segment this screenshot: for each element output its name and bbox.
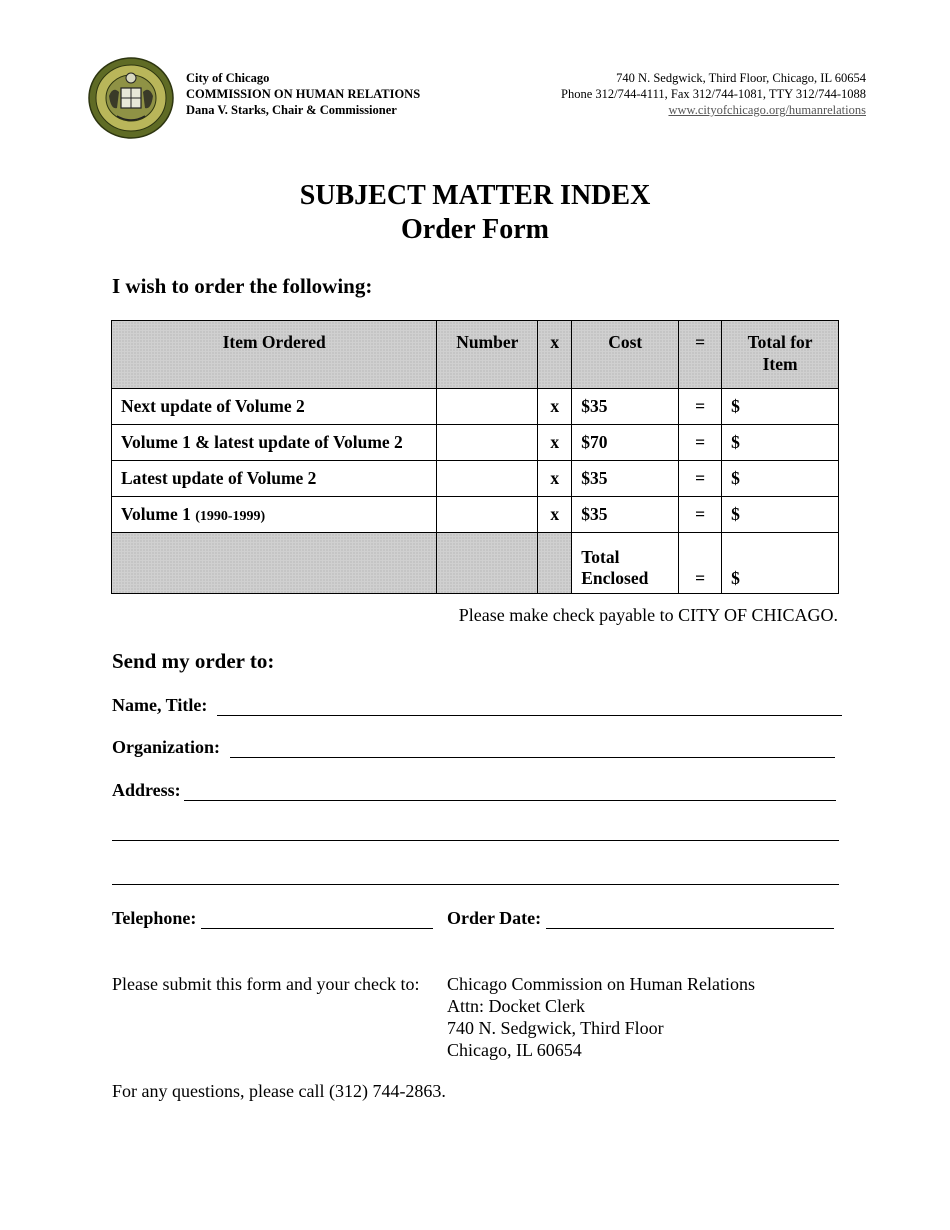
order-date-input[interactable] (546, 910, 834, 929)
table-row (112, 389, 839, 425)
organization-label: Organization: (112, 737, 220, 757)
org-commission: COMMISSION ON HUMAN RELATIONS (186, 87, 421, 101)
org-chair: Dana V. Starks, Chair & Commissioner (186, 103, 397, 117)
header-item-ordered: Item Ordered (112, 321, 437, 389)
equals-sign: = (679, 461, 722, 497)
shaded-cell (437, 533, 538, 594)
item-note: (1990-1999) (195, 509, 266, 524)
equals-sign: = (679, 533, 722, 594)
organization-field (112, 737, 835, 758)
number-input-cell[interactable] (437, 425, 538, 461)
submit-address-line: Chicago, IL 60654 (447, 1040, 582, 1060)
times-sign: x (538, 497, 572, 533)
address-input[interactable] (184, 782, 836, 801)
payable-note: Please make check payable to CITY OF CHICAGO. (458, 605, 838, 625)
name-title-label: Name, Title: (112, 695, 208, 715)
submit-address-line: Attn: Docket Clerk (447, 996, 585, 1016)
header-number: Number (437, 321, 538, 389)
item-total-cell[interactable]: $ (722, 461, 839, 497)
order-heading: I wish to order the following: (112, 274, 373, 298)
address-line-3[interactable] (112, 884, 839, 885)
submit-address (447, 973, 755, 1061)
total-enclosed-cell[interactable]: $ (722, 533, 839, 594)
order-date-field (447, 908, 834, 929)
header-equals: = (679, 321, 722, 389)
table-row (112, 425, 839, 461)
submit-address-line: Chicago Commission on Human Relations (447, 974, 755, 994)
total-enclosed-label: Total Enclosed (572, 533, 679, 594)
telephone-field (112, 908, 433, 929)
telephone-input[interactable] (201, 910, 433, 929)
name-title-input[interactable] (217, 697, 842, 716)
contact-block (561, 70, 866, 118)
organization-input[interactable] (230, 739, 835, 758)
order-table (111, 320, 839, 594)
submit-label: Please submit this form and your check to: (112, 974, 420, 994)
equals-sign: = (679, 425, 722, 461)
address-line-2[interactable] (112, 840, 839, 841)
item-cost: $70 (572, 425, 679, 461)
org-city: City of Chicago (186, 71, 270, 85)
table-row (112, 461, 839, 497)
item-name: Next update of Volume 2 (112, 389, 437, 425)
contact-phones: Phone 312/744-4111, Fax 312/744-1081, TTY 312/744-1088 (561, 87, 866, 101)
page-subtitle: Order Form (401, 214, 549, 245)
equals-sign: = (679, 497, 722, 533)
item-cost: $35 (572, 497, 679, 533)
header-cost: Cost (572, 321, 679, 389)
order-date-label: Order Date: (447, 908, 542, 928)
item-name: Volume 1 & latest update of Volume 2 (112, 425, 437, 461)
number-input-cell[interactable] (437, 497, 538, 533)
shaded-cell (112, 533, 437, 594)
table-row (112, 497, 839, 533)
item-total-cell[interactable]: $ (722, 497, 839, 533)
header-total-for-item: Total for Item (722, 321, 839, 389)
times-sign: x (538, 425, 572, 461)
name-title-field (112, 695, 842, 716)
shaded-cell (538, 533, 572, 594)
number-input-cell[interactable] (437, 389, 538, 425)
submit-address-line: 740 N. Sedgwick, Third Floor (447, 1018, 664, 1038)
header-times: x (538, 321, 572, 389)
item-total-cell[interactable]: $ (722, 425, 839, 461)
contact-address: 740 N. Sedgwick, Third Floor, Chicago, IL 60654 (616, 71, 866, 85)
website-link[interactable]: www.cityofchicago.org/humanrelations (668, 103, 866, 117)
item-cost: $35 (572, 389, 679, 425)
address-label: Address: (112, 780, 181, 800)
send-heading: Send my order to: (112, 649, 275, 673)
times-sign: x (538, 461, 572, 497)
telephone-label: Telephone: (112, 908, 197, 928)
equals-sign: = (679, 389, 722, 425)
item-total-cell[interactable]: $ (722, 389, 839, 425)
item-cost: $35 (572, 461, 679, 497)
table-header-row (112, 321, 839, 389)
times-sign: x (538, 389, 572, 425)
address-field (112, 780, 836, 801)
item-name: Latest update of Volume 2 (112, 461, 437, 497)
organization-block (186, 70, 420, 118)
item-name: Volume 1 (1990-1999) (112, 497, 437, 533)
city-seal-icon (87, 56, 175, 140)
number-input-cell[interactable] (437, 461, 538, 497)
page-title: SUBJECT MATTER INDEX (299, 180, 651, 211)
questions-note: For any questions, please call (312) 744-2863. (112, 1081, 446, 1101)
total-row (112, 533, 839, 594)
